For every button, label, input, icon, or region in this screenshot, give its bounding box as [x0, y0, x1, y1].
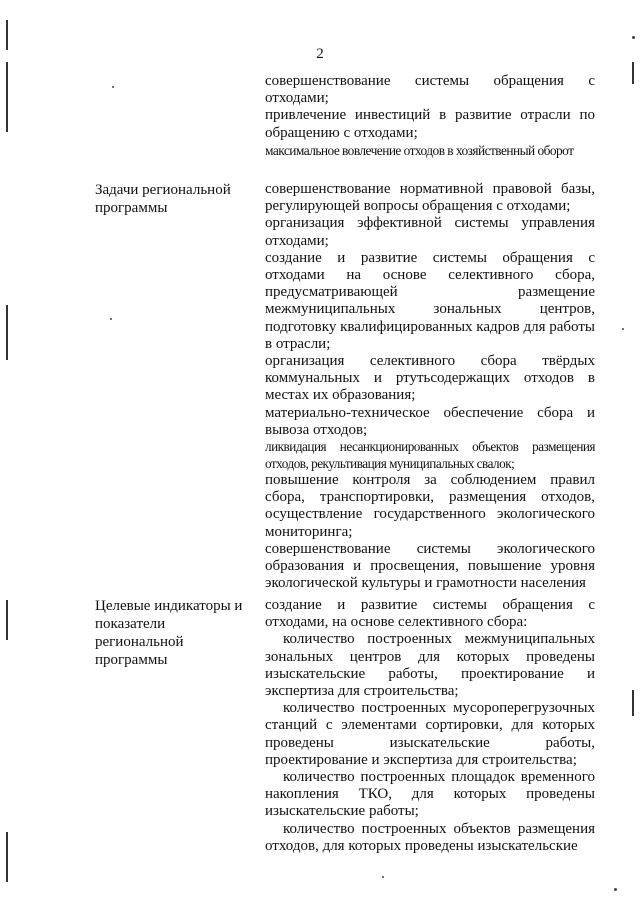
- indicators-text: [265, 597, 595, 855]
- indicator-item: количество построенных площадок временного накопления ТКО, для которых проведены изыскательские работы;: [265, 769, 595, 820]
- goals-continued-text: [265, 73, 595, 159]
- task-item: организация селективного сбора твёрдых коммунальных и ртутьсодержащих отходов в местах их образования;: [265, 353, 595, 404]
- page-number: 2: [316, 46, 324, 62]
- task-item: создание и развитие системы обращения с отходами на основе селективного сбора, предусматривающей размещение межмуниципальных зональных центров, подготовку квалифицированных кадров для работы в отрасли;: [265, 249, 595, 352]
- task-item: материально-техническое обеспечение сбора и вывоза отходов;: [265, 404, 595, 438]
- task-item: повышение контроля за соблюдением правил сбора, транспортировки, размещения отходов, осуществление государственного экологического мониторинга;: [265, 472, 595, 540]
- task-item: совершенствование системы экологического образования и просвещения, повышение уровня экологической культуры и грамотности населения: [265, 540, 595, 592]
- goal-item: максимальное вовлечение отходов в хозяйственный оборот: [265, 142, 574, 158]
- task-item: ликвидация несанкционированных объектов размещения отходов, рекультивация муниципальных свалок;: [265, 439, 595, 471]
- scan-margin-mark: [6, 62, 8, 132]
- task-item: организация эффективной системы управления отходами;: [265, 215, 595, 249]
- indicator-item: количество построенных межмуниципальных зональных центров для которых проведены изыскательские работы, проектирование и экспертиза для строительства;: [265, 631, 595, 700]
- scan-speck: [382, 876, 384, 878]
- indicators-label: Целевые индикаторы и показатели региональной программы: [95, 598, 243, 668]
- scan-speck: [112, 86, 114, 88]
- scan-margin-mark: [6, 305, 8, 360]
- scan-speck: [614, 888, 617, 891]
- scan-margin-mark: [632, 690, 634, 716]
- indicator-item: количество построенных объектов размещения отходов, для которых проведены изыскательские: [265, 820, 595, 854]
- scan-speck: [622, 328, 624, 330]
- indicator-item: количество построенных мусороперегрузочных станций с элементами сортировки, для которых проведены изыскательские работы, проектирование и экспертиза для строительства;: [265, 700, 595, 768]
- goal-item: совершенствование системы обращения с отходами;: [265, 73, 595, 107]
- scan-speck: [110, 318, 112, 320]
- scan-speck: [632, 36, 635, 39]
- indicator-intro: создание и развитие системы обращения с отходами, на основе селективного сбора:: [265, 597, 595, 631]
- scan-margin-mark: [632, 62, 634, 84]
- scan-margin-mark: [6, 20, 8, 50]
- scan-margin-mark: [6, 600, 8, 640]
- task-item: совершенствование нормативной правовой базы, регулирующей вопросы обращения с отходами;: [265, 181, 595, 215]
- goal-item: привлечение инвестиций в развитие отрасли по обращению с отходами;: [265, 107, 595, 141]
- tasks-text: [265, 181, 595, 592]
- tasks-label: Задачи региональной программы: [95, 182, 231, 216]
- scan-margin-mark: [6, 832, 8, 882]
